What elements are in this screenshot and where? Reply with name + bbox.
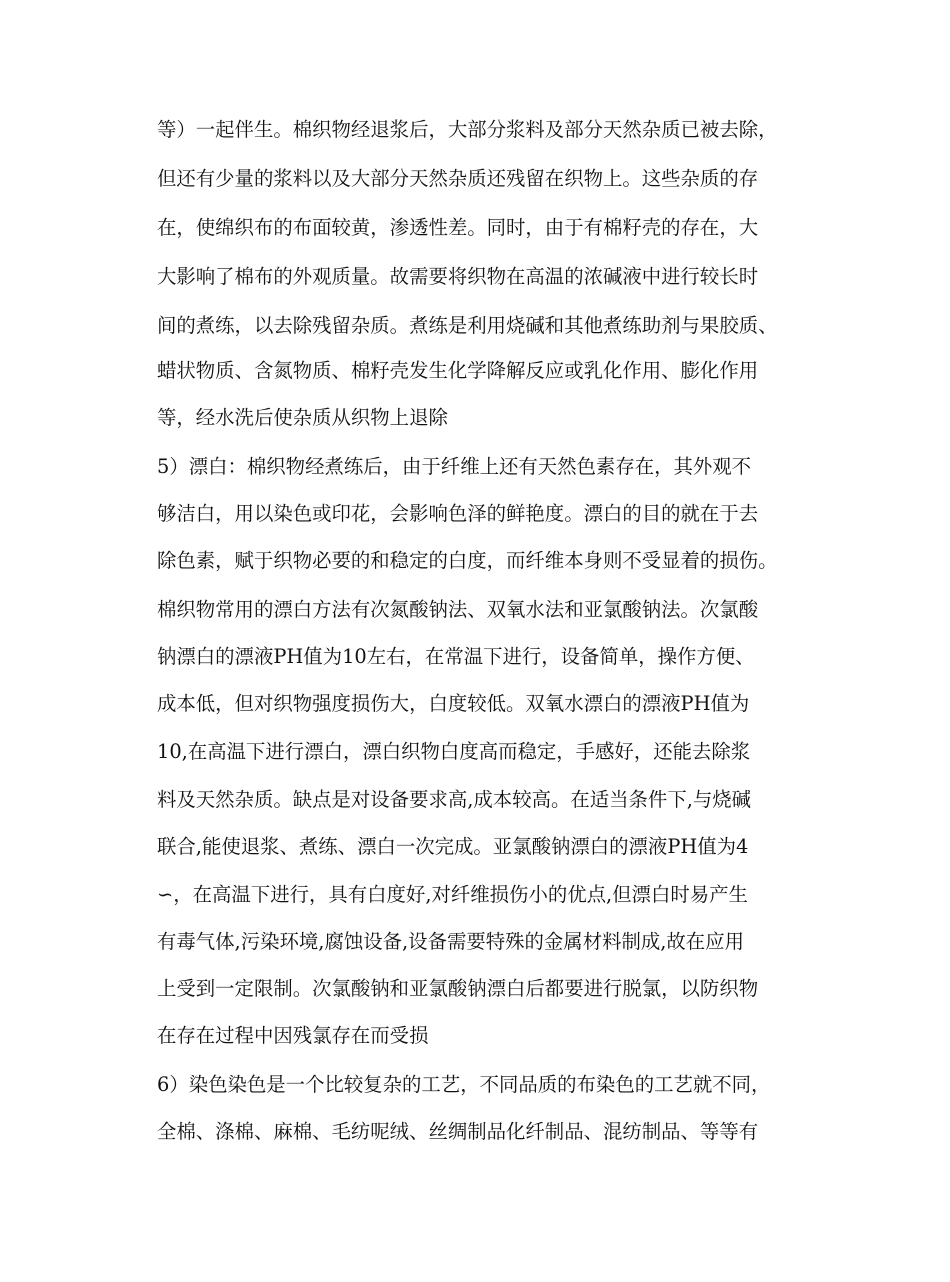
- text-line-18: 有毒气体,污染环境,腐蚀设备,设备需要特殊的金属材料制成,故在应用: [157, 930, 744, 953]
- text-line-8: 5）漂白：棉织物经煮练后，由于纤维上还有天然色素存在，其外观不: [157, 455, 752, 478]
- text-line-7: 等，经水洗后使杂质从织物上退除: [157, 406, 448, 429]
- text-line-14: 10,在高温下进行漂白，漂白织物白度高而稳定，手感好，还能去除浆: [157, 740, 751, 763]
- text-line-6: 蜡状物质、含氮物质、棉籽壳发生化学降解反应或乳化作用、膨化作用: [157, 359, 759, 382]
- text-line-10: 除色素，赋于织物必要的和稳定的白度，而纤维本身则不受显着的损伤。: [157, 549, 778, 572]
- text-line-22: 全棉、涤棉、麻棉、毛纺呢绒、丝绸制品化纤制品、混纺制品、等等有: [157, 1120, 759, 1143]
- text-line-1: 等）一起伴生。棉织物经退浆后，大部分浆料及部分天然杂质已被去除，: [157, 118, 778, 141]
- text-line-3: 在，使绵织布的布面较黄，渗透性差。同时，由于有棉籽壳的存在，大: [157, 216, 759, 239]
- text-line-21: 6）染色染色是一个比较复杂的工艺，不同品质的布染色的工艺就不同，: [157, 1073, 771, 1096]
- text-line-2: 但还有少量的浆料以及大部分天然杂质还残留在织物上。这些杂质的存: [157, 167, 759, 190]
- text-line-19: 上受到一定限制。次氯酸钠和亚氯酸钠漂白后都要进行脱氯，以防织物: [157, 977, 759, 1000]
- text-line-17: ∽，在高温下进行，具有白度好,对纤维损伤小的优点,但漂白时易产生: [157, 883, 748, 906]
- text-line-5: 间的煮练，以去除残留杂质。煮练是利用烧碱和其他煮练助剂与果胶质、: [157, 314, 778, 337]
- text-line-20: 在存在过程中因残氯存在而受损: [157, 1024, 429, 1047]
- text-line-13: 成本低，但对织物强度损伤大，白度较低。双氧水漂白的漂液PH值为: [157, 692, 750, 715]
- text-line-12: 钠漂白的漂液PH值为10左右，在常温下进行，设备简单，操作方便、: [157, 645, 755, 668]
- text-line-16: 联合,能使退浆、煮练、漂白一次完成。亚氯酸钠漂白的漂液PH值为4: [157, 835, 749, 858]
- text-line-15: 料及天然杂质。缺点是对设备要求高,成本较高。在适当条件下,与烧碱: [157, 788, 752, 811]
- text-line-4: 大影响了棉布的外观质量。故需要将织物在高温的浓碱液中进行较长时: [157, 265, 759, 288]
- text-line-9: 够洁白，用以染色或印花，会影响色泽的鲜艳度。漂白的目的就在于去: [157, 502, 759, 525]
- text-line-11: 棉织物常用的漂白方法有次氮酸钠法、双氧水法和亚氯酸钠法。次氯酸: [157, 598, 759, 621]
